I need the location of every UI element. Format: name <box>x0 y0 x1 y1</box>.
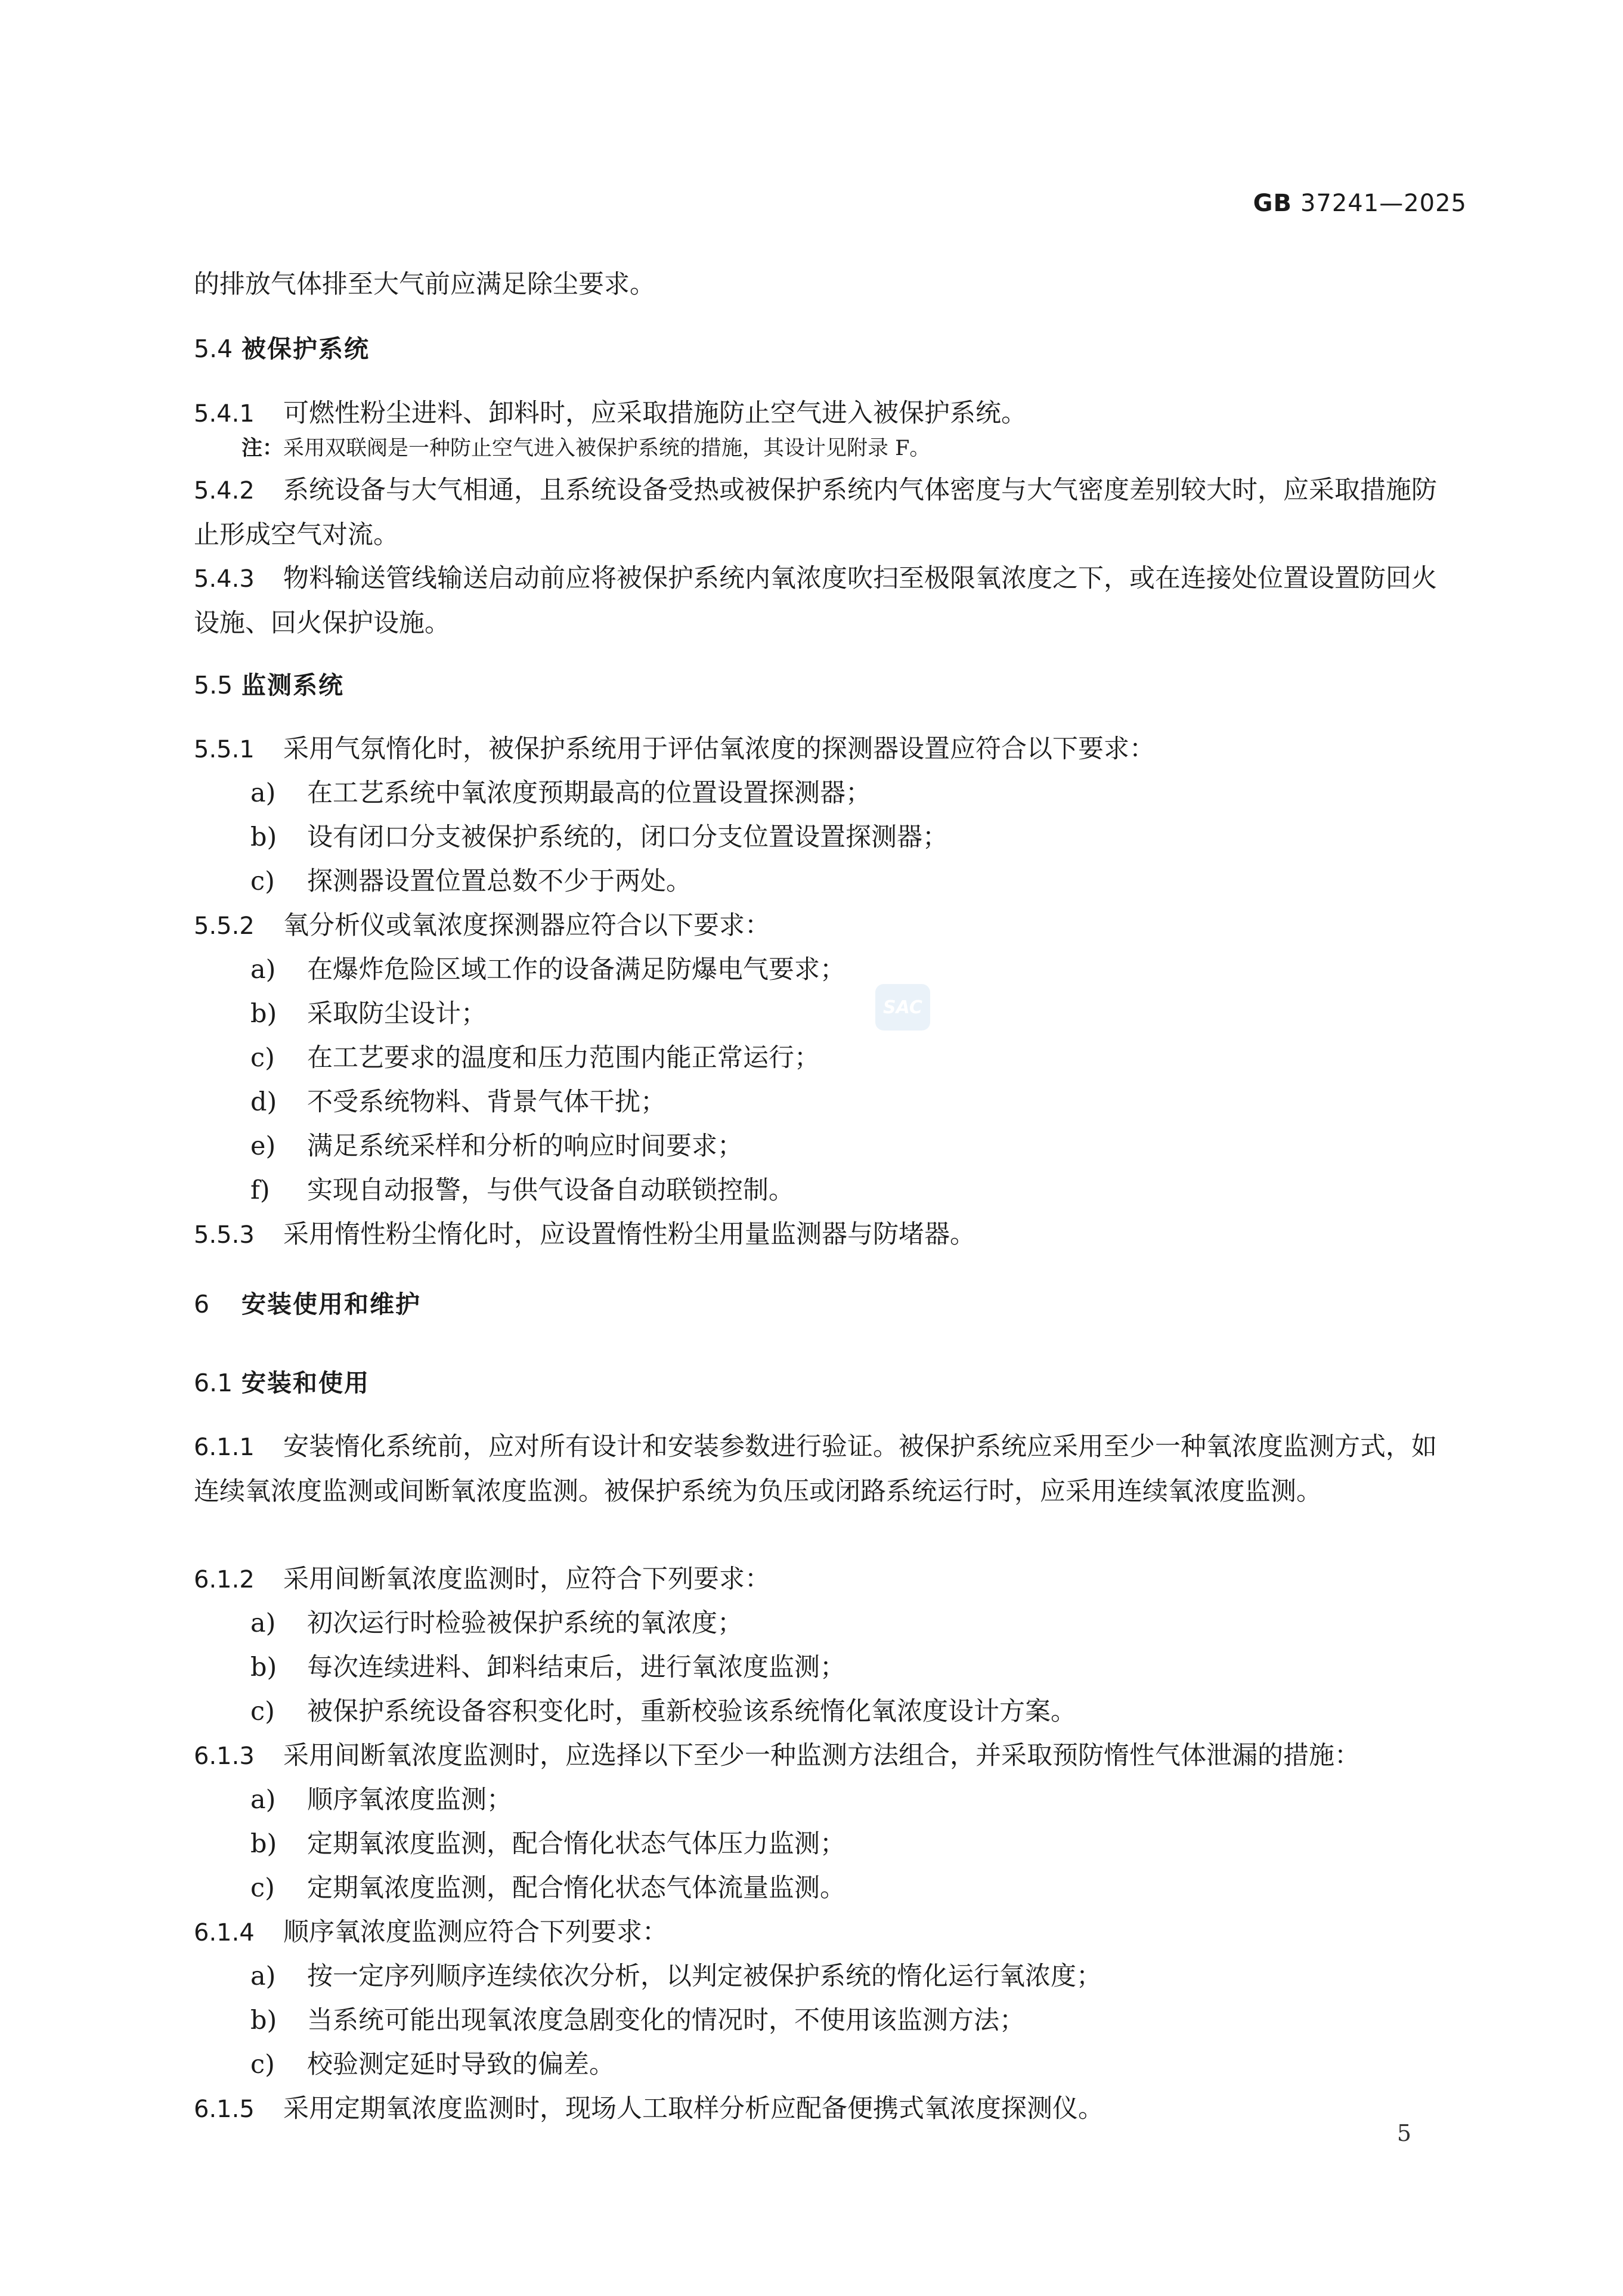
list-item <box>194 1954 1512 1998</box>
list-item <box>194 1689 1512 1734</box>
clause-text: 采用间断氧浓度监测时，应选择以下至少一种监测方法组合，并采取预防惰性气体泄漏的措施： <box>283 1741 1360 1771</box>
clause-text: 采用惰性粉尘惰化时，应设置惰性粉尘用量监测器与防堵器。 <box>283 1220 975 1249</box>
clause-number: 5.5.1 <box>194 736 255 763</box>
list-text: 探测器设置位置总数不少于两处。 <box>307 867 692 896</box>
list-marker: c) <box>250 2050 275 2080</box>
list-text: 不受系统物料、背景气体干扰； <box>307 1087 666 1117</box>
heading-number: 5.4 <box>194 335 233 363</box>
section-heading-5-4 <box>194 327 1455 371</box>
list-text: 在工艺要求的温度和压力范围内能正常运行； <box>307 1043 820 1073</box>
clause-6-1-2 <box>194 1557 1455 1602</box>
heading-title: 安装和使用 <box>241 1369 370 1397</box>
list-item <box>194 1168 1512 1212</box>
list-marker: c) <box>250 1697 275 1726</box>
clause-number: 6.1.5 <box>194 2096 255 2123</box>
list-text: 校验测定延时导致的偏差。 <box>307 2050 615 2080</box>
clause-number: 6.1.3 <box>194 1743 255 1770</box>
list-text: 被保护系统设备容积变化时，重新校验该系统惰化氧浓度设计方案。 <box>307 1697 1076 1726</box>
list-text: 采取防尘设计； <box>307 999 487 1029</box>
paragraph-text: 的排放气体排至大气前应满足除尘要求。 <box>194 270 655 299</box>
standard-number: 37241—2025 <box>1300 190 1467 217</box>
clause-6-1-4 <box>194 1910 1455 1955</box>
list-item <box>194 1124 1512 1168</box>
clause-6-1-1 <box>194 1425 1455 1514</box>
list-item <box>194 1601 1512 1645</box>
paragraph-continuation <box>194 262 1455 307</box>
list-text: 定期氧浓度监测，配合惰化状态气体流量监测。 <box>307 1873 845 1903</box>
clause-number: 6.1.2 <box>194 1566 255 1593</box>
clause-number: 6.1.1 <box>194 1434 255 1461</box>
heading-number: 5.5 <box>194 671 233 700</box>
clause-text: 安装惰化系统前，应对所有设计和安装参数进行验证。被保护系统应采用至少一种氧浓度监测方式，如连续氧浓度监测或间断氧浓度监测。被保护系统为负压或闭路系统运行时，应采用连续氧浓度监测。 <box>194 1432 1437 1506</box>
clause-text: 物料输送管线输送启动前应将被保护系统内氧浓度吹扫至极限氧浓度之下，或在连接处位置设置防回火设施、回火保护设施。 <box>194 564 1437 638</box>
heading-number: 6.1 <box>194 1369 233 1397</box>
standard-code <box>1253 190 1467 217</box>
heading-title: 安装使用和维护 <box>241 1290 421 1319</box>
list-marker: a) <box>250 778 276 808</box>
clause-5-5-2 <box>194 903 1455 948</box>
heading-title: 监测系统 <box>241 671 344 700</box>
list-marker: a) <box>250 1608 276 1638</box>
list-text: 实现自动报警，与供气设备自动联锁控制。 <box>307 1175 794 1205</box>
clause-5-4-1 <box>194 391 1455 436</box>
list-marker: b) <box>250 2006 277 2035</box>
list-marker: c) <box>250 867 275 896</box>
heading-title: 被保护系统 <box>241 335 370 363</box>
clause-text: 采用间断氧浓度监测时，应符合下列要求： <box>283 1564 770 1594</box>
list-marker: b) <box>250 1829 277 1859</box>
list-text: 初次运行时检验被保护系统的氧浓度； <box>307 1608 743 1638</box>
list-item <box>194 1778 1512 1822</box>
clause-number: 5.5.2 <box>194 912 255 940</box>
list-text: 顺序氧浓度监测； <box>307 1785 512 1815</box>
clause-text: 采用气氛惰化时，被保护系统用于评估氧浓度的探测器设置应符合以下要求： <box>283 734 1155 764</box>
clause-5-4-2 <box>194 468 1455 557</box>
note-text: 采用双联阀是一种防止空气进入被保护系统的措施，其设计见附录 F。 <box>283 437 931 460</box>
list-item <box>194 1080 1512 1124</box>
list-item <box>194 1036 1512 1080</box>
standard-prefix: GB <box>1253 190 1292 217</box>
clause-number: 5.4.3 <box>194 565 255 593</box>
section-heading-5-5 <box>194 663 1455 707</box>
clause-number: 5.4.1 <box>194 400 255 428</box>
list-text: 每次连续进料、卸料结束后，进行氧浓度监测； <box>307 1653 845 1682</box>
chapter-heading-6 <box>194 1282 1455 1326</box>
list-marker: b) <box>250 999 277 1029</box>
clause-number: 5.4.2 <box>194 477 255 505</box>
list-marker: a) <box>250 955 276 985</box>
list-marker: a) <box>250 1961 276 1991</box>
list-text: 当系统可能出现氧浓度急剧变化的情况时，不使用该监测方法； <box>307 2006 1025 2035</box>
list-item <box>194 1866 1512 1910</box>
clause-5-4-3 <box>194 556 1455 645</box>
list-text: 在工艺系统中氧浓度预期最高的位置设置探测器； <box>307 778 871 808</box>
list-marker: c) <box>250 1043 275 1073</box>
list-item <box>194 948 1512 992</box>
list-marker: b) <box>250 1653 277 1682</box>
list-text: 在爆炸危险区域工作的设备满足防爆电气要求； <box>307 955 845 985</box>
list-marker: e) <box>250 1131 276 1161</box>
list-text: 设有闭口分支被保护系统的，闭口分支位置设置探测器； <box>307 822 948 852</box>
list-item <box>194 815 1512 859</box>
note-label: 注： <box>241 436 284 460</box>
list-marker: d) <box>250 1087 277 1117</box>
clause-number: 5.5.3 <box>194 1221 255 1249</box>
list-item <box>194 2043 1512 2087</box>
sac-watermark-logo <box>875 984 930 1031</box>
clause-text: 顺序氧浓度监测应符合下列要求： <box>283 1917 668 1947</box>
page-number: 5 <box>1396 2120 1411 2146</box>
list-marker: c) <box>250 1873 275 1903</box>
watermark-text: SAC <box>883 997 922 1018</box>
clause-text: 氧分析仪或氧浓度探测器应符合以下要求： <box>283 911 770 940</box>
clause-text: 系统设备与大气相通，且系统设备受热或被保护系统内气体密度与大气密度差别较大时，应采取措施防止形成空气对流。 <box>194 475 1437 550</box>
clause-text: 采用定期氧浓度监测时，现场人工取样分析应配备便携式氧浓度探测仪。 <box>283 2094 1104 2124</box>
list-item <box>194 1822 1512 1866</box>
section-heading-6-1 <box>194 1361 1455 1405</box>
list-item <box>194 1645 1512 1689</box>
list-item <box>194 771 1512 815</box>
list-text: 按一定序列顺序连续依次分析，以判定被保护系统的惰化运行氧浓度； <box>307 1961 1102 1991</box>
list-item <box>194 859 1512 903</box>
note <box>194 434 1503 463</box>
clause-number: 6.1.4 <box>194 1919 255 1947</box>
list-marker: f) <box>250 1175 270 1205</box>
heading-number: 6 <box>194 1290 210 1319</box>
list-marker: b) <box>250 822 277 852</box>
list-text: 定期氧浓度监测，配合惰化状态气体压力监测； <box>307 1829 845 1859</box>
list-text: 满足系统采样和分析的响应时间要求； <box>307 1131 743 1161</box>
list-item <box>194 992 1512 1036</box>
clause-6-1-5 <box>194 2087 1455 2131</box>
list-marker: a) <box>250 1785 276 1815</box>
clause-6-1-3 <box>194 1734 1455 1778</box>
clause-5-5-1 <box>194 727 1455 772</box>
list-item <box>194 1998 1512 2043</box>
clause-5-5-3 <box>194 1212 1455 1257</box>
clause-text: 可燃性粉尘进料、卸料时，应采取措施防止空气进入被保护系统。 <box>283 398 1027 428</box>
